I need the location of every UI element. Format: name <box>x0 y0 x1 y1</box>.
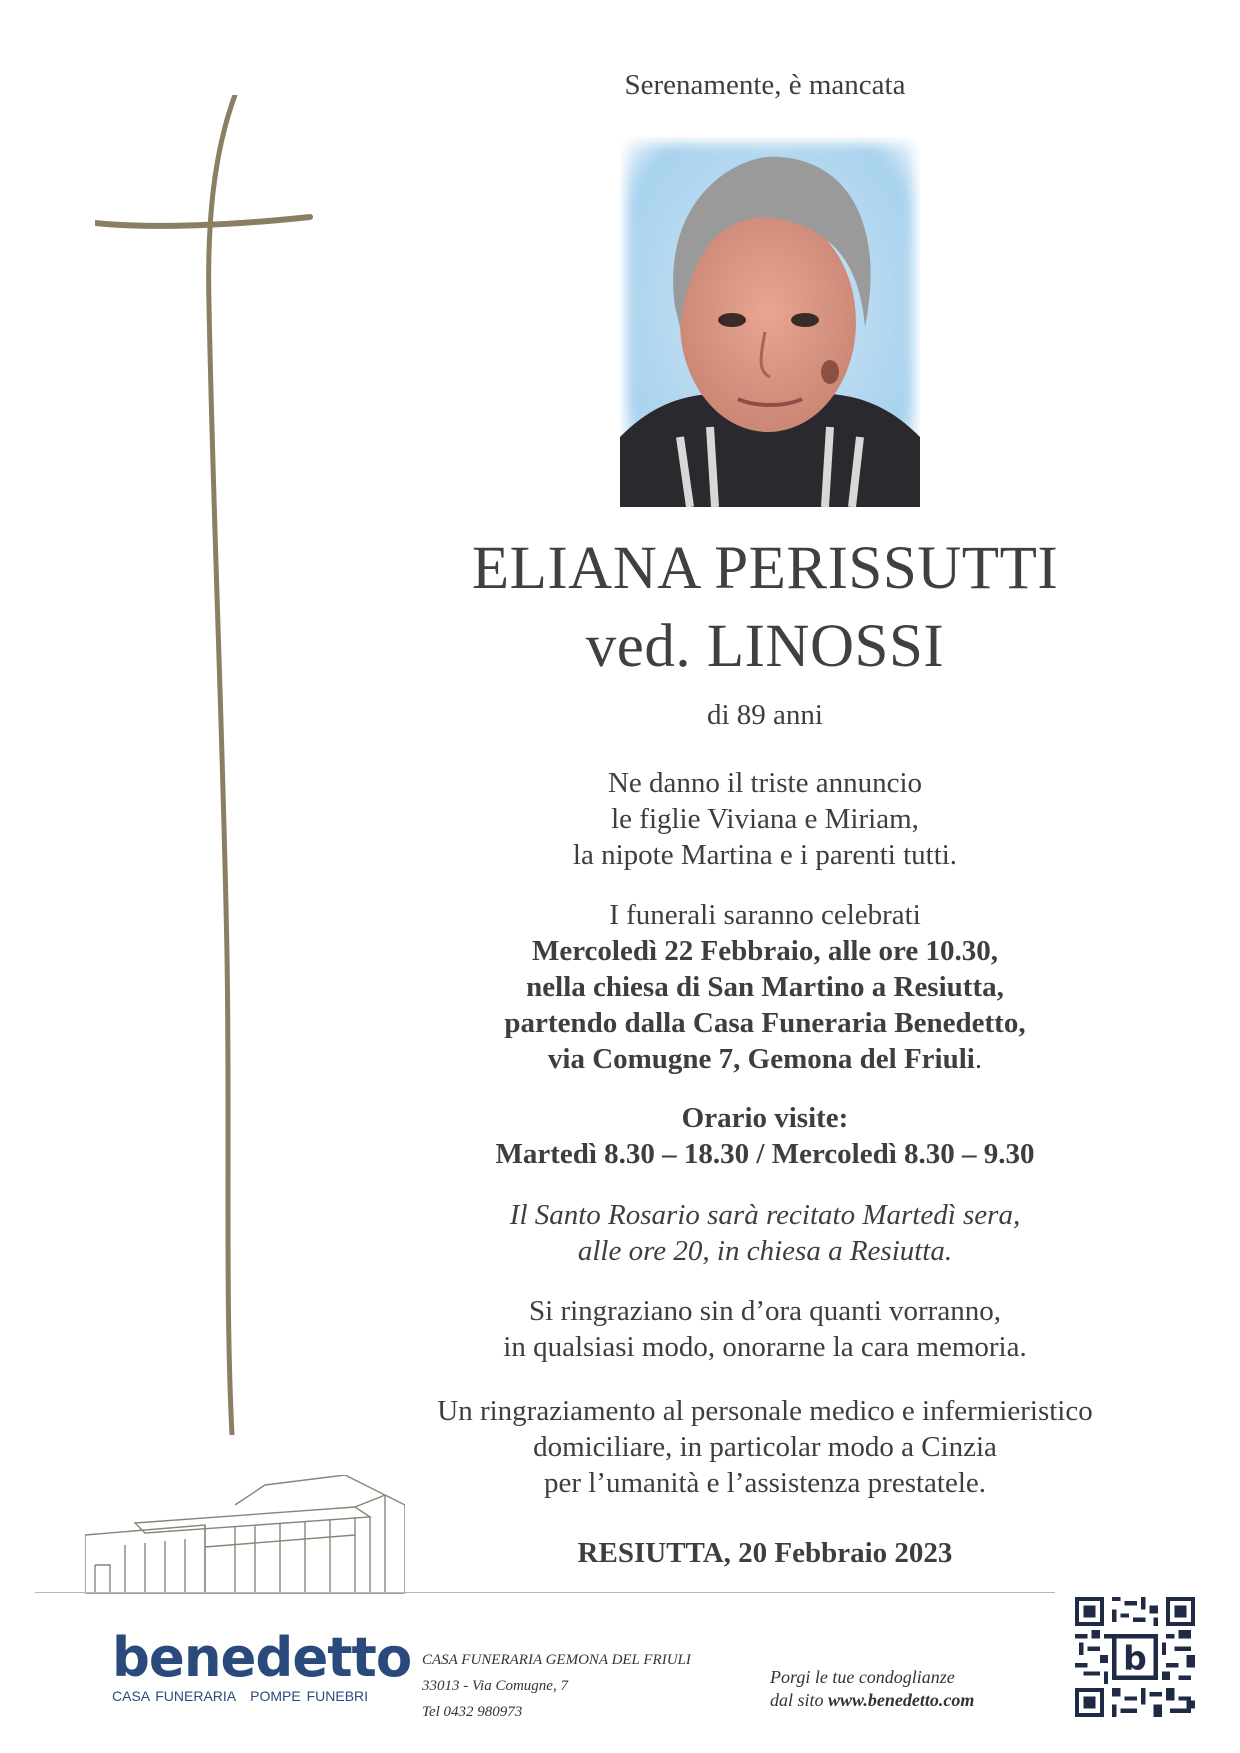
svg-text:b: b <box>1123 1638 1147 1678</box>
deceased-age: di 89 anni <box>707 699 823 731</box>
medical-thanks-block <box>400 1393 1130 1501</box>
deceased-name-line1: ELIANA PERISSUTTI <box>471 535 1059 602</box>
cross-icon <box>95 95 355 1435</box>
deceased-name-line2: ved. LINOSSI <box>585 613 945 680</box>
announcement-line: le figlie Viviana e Miriam, <box>611 803 919 835</box>
visiting-hours-title: Orario visite: <box>681 1102 849 1134</box>
rosary-notice <box>400 1197 1130 1269</box>
thanks-line: Si ringraziano sin d’ora quanti vorranno, <box>529 1295 1001 1327</box>
place-date: RESIUTTA, 20 Febbraio 2023 <box>577 1537 953 1569</box>
funeral-home-address <box>422 1647 691 1725</box>
funeral-block <box>400 897 1130 1077</box>
deceased-name <box>400 530 1130 686</box>
condolence-website-link[interactable]: www.benedetto.com <box>828 1690 975 1710</box>
funeral-home-name: CASA FUNERARIA GEMONA DEL FRIULI <box>422 1652 691 1668</box>
funeral-home-phone: Tel 0432 980973 <box>422 1704 523 1720</box>
funeral-intro: I funerali saranno celebrati <box>609 899 921 931</box>
footer-divider <box>35 1592 1055 1593</box>
brand-name: benedetto <box>112 1626 412 1689</box>
rosary-line: alle ore 20, in chiesa a Resiutta. <box>577 1235 953 1267</box>
portrait-photo <box>620 137 920 507</box>
announcement-line: Ne danno il triste annuncio <box>607 767 923 799</box>
medical-thanks-line: domiciliare, in particolar modo a Cinzia <box>533 1431 997 1463</box>
announcement-line: la nipote Martina e i parenti tutti. <box>572 839 958 871</box>
rosary-line: Il Santo Rosario sarà recitato Martedì sera, <box>509 1199 1021 1231</box>
funeral-date: Mercoledì 22 Febbraio, alle ore 10.30, <box>531 935 999 967</box>
brand-subtitle-right: POMPE FUNEBRI <box>250 1688 369 1704</box>
announcement-block <box>400 765 1130 873</box>
funeral-church: nella chiesa di San Martino a Resiutta, <box>526 971 1004 1003</box>
qr-code-icon[interactable] <box>1075 1597 1195 1717</box>
funeral-address: via Comugne 7, Gemona del Friuli <box>547 1043 975 1075</box>
intro-text: Serenamente, è mancata <box>624 69 906 101</box>
visiting-hours <box>400 1100 1130 1172</box>
condolence-note <box>770 1666 1060 1712</box>
funeral-address-end: . <box>974 1043 983 1075</box>
funeral-departure: partendo dalla Casa Funeraria Benedetto, <box>504 1007 1026 1039</box>
medical-thanks-line: per l’umanità e l’assistenza prestatele. <box>543 1467 987 1499</box>
funeral-home-street: 33013 - Via Comugne, 7 <box>422 1678 568 1694</box>
building-icon <box>85 1475 405 1595</box>
thanks-line: in qualsiasi modo, onorarne la cara memoria. <box>503 1331 1027 1363</box>
brand-subtitle-left: CASA FUNERARIA <box>112 1688 237 1704</box>
thanks-block <box>400 1293 1130 1365</box>
brand-subtitle <box>112 1688 372 1704</box>
medical-thanks-line: Un ringraziamento al personale medico e infermieristico <box>437 1395 1093 1427</box>
condolence-prefix: dal sito <box>770 1690 824 1710</box>
visiting-hours-times: Martedì 8.30 – 18.30 / Mercoledì 8.30 – 9.30 <box>495 1138 1035 1170</box>
condolence-line: Porgi le tue condoglianze <box>770 1667 955 1687</box>
brand-logo <box>112 1626 412 1704</box>
